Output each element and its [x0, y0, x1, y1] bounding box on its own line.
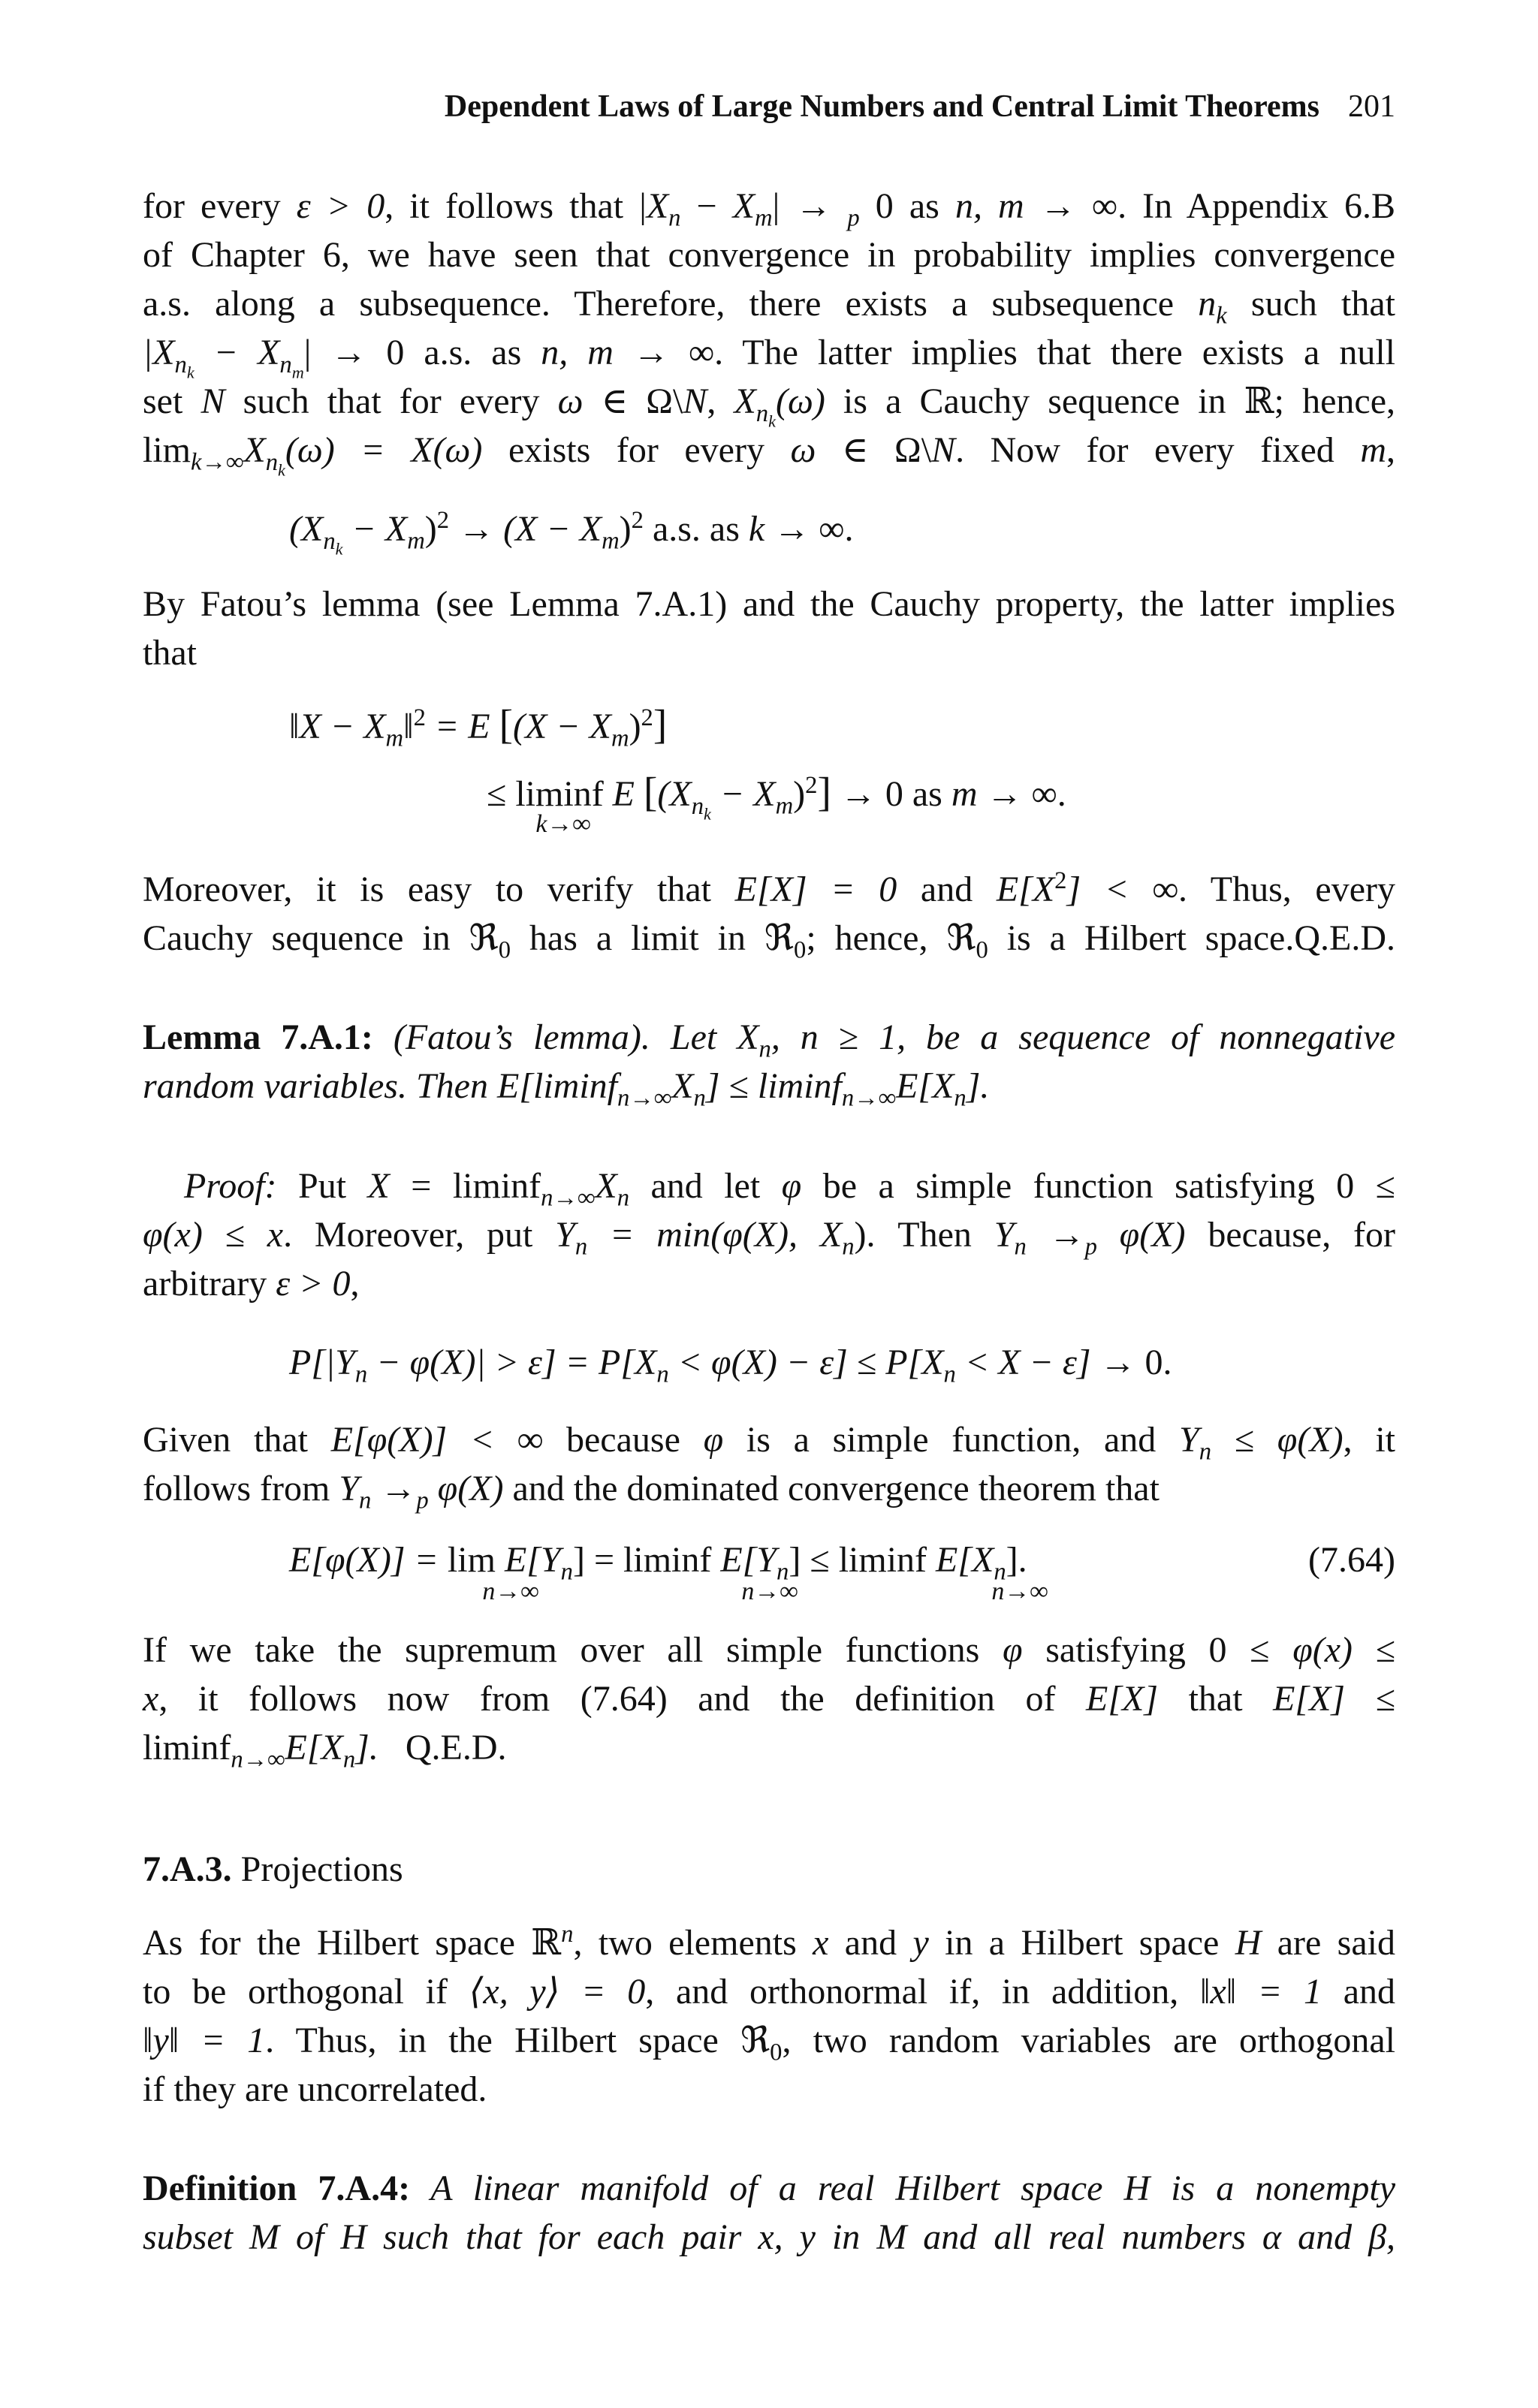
liminf-subscript-2: n→∞ — [991, 1578, 1048, 1605]
equation-norm-row-1: ‖X − $X_m‖^2 = E$ $[(X - X_m)^2]$ — [289, 701, 668, 752]
liminf-subscript: k→∞ — [535, 810, 591, 838]
paragraph-5-line-3: $liminf_{n\to\infty}E[X_n]$. Q.E.D. — [143, 1728, 507, 1774]
proof-line-2: φ(x) ≤ x. Moreover, put $Y_n = \min(\varphi(X)$, $X_n$). Then $Y_n \to_p$ φ(X) because, for — [143, 1215, 1396, 1261]
paragraph-1-line-2: of Chapter 6, we have seen that convergence in probability implies convergence — [143, 235, 1395, 275]
paragraph-1-line-6: $\lim_{k\to\infty}X_{n_k}(\omega) = X(\omega)$ exists for every ω ∈ Ω\N. Now for every fixed m, — [143, 430, 1395, 480]
section-title: Projections — [231, 1849, 403, 1889]
page-number: 201 — [1348, 89, 1395, 124]
lemma-label: Lemma 7.A.1: — [143, 1017, 373, 1057]
paragraph-1-line-1: for every ε > 0, it follows that $|X_n - X_m| \to _p$ 0 as n, m → ∞. In Appendix 6.B — [143, 186, 1396, 232]
paragraph-6-line-2: to be orthogonal if ⟨x, y⟩ = 0, and orthonormal if, in addition, ‖x‖ = 1 and — [143, 1972, 1396, 2012]
paragraph-6-line-1: As for the Hilbert space ℝ$^n$, two elements x and y in a Hilbert space H are said — [143, 1921, 1396, 1963]
proof-line-1: Proof: Put $X = liminf_{n\to\infty}X_n$ and let φ be a simple function satisfying 0 ≤ — [184, 1166, 1396, 1212]
lemma-line-1: Lemma 7.A.1: (Fatou’s lemma). Let $X_n$, n ≥ 1, be a sequence of nonnegative — [143, 1017, 1396, 1063]
proof-label: Proof: — [184, 1166, 277, 1206]
lim-subscript: n→∞ — [482, 1578, 539, 1605]
paragraph-6-line-4: if they are uncorrelated. — [143, 2069, 487, 2109]
paragraph-3-line-2: Cauchy sequence in ℜ$_0$ has a limit in ℜ$_0$; hence, ℜ$_0$ is a Hilbert space.Q.E.D. — [143, 918, 1396, 964]
paragraph-1-line-5: set N such that for every ω ∈ Ω\N, $X_{n_k}(\omega)$ is a Cauchy sequence in ℝ; hence, — [143, 381, 1396, 431]
paragraph-3-line-1: Moreover, it is easy to verify that E[X] = 0 and $E[X^2]$ < ∞. Thus, every — [143, 867, 1396, 909]
paragraph-4-line-2: follows from $Y_n \to_p$ φ(X) and the dominated convergence theorem that — [143, 1469, 1160, 1514]
equation-number: (7.64) — [1308, 1540, 1395, 1580]
liminf-subscript-1: n→∞ — [741, 1578, 798, 1605]
proof-line-3: arbitrary ε > 0, — [143, 1264, 360, 1303]
running-header — [143, 89, 1395, 125]
definition-label: Definition 7.A.4: — [143, 2168, 411, 2208]
lemma-line-2: random variables. Then $E[liminf_{n\to\infty}X_n] \le liminf_{n\to\infty}E[X_n]$. — [143, 1066, 990, 1112]
paragraph-1-line-3: a.s. along a subsequence. Therefore, there exists a subsequence $n_k$ such that — [143, 284, 1395, 330]
section-number: 7.A.3. — [143, 1849, 232, 1889]
qed-mark-2: Q.E.D. — [405, 1728, 507, 1768]
equation-convergence: $(X_{n_k} - X_m)^2 \to (X - X_m)^2$ a.s. as k → ∞. — [289, 507, 854, 559]
section-heading — [143, 1847, 1395, 1892]
paragraph-2-line-1: By Fatou’s lemma (see Lemma 7.A.1) and the Cauchy property, the latter implies — [143, 584, 1395, 624]
paragraph-6-line-3: ‖y‖ = 1. Thus, in the Hilbert space ℜ$_0$, two random variables are orthogonal — [143, 2021, 1395, 2066]
paragraph-5-line-2: x, it follows now from (7.64) and the definition of E[X] that E[X] ≤ — [143, 1679, 1396, 1719]
equation-7-64: $E[\varphi(X)] = \lim E[Y_n] = liminf$ $E[Y_n] \le liminf$ $E[X_n]$. — [289, 1540, 1027, 1586]
equation-probability: $P[|Y_n - \varphi(X)| > \varepsilon] = P[X_n < \varphi(X) - \varepsilon] \le P[X_n < X - \varepsilon] \to 0$. — [289, 1343, 1172, 1388]
paragraph-4-line-1: Given that E[φ(X)] < ∞ because φ is a simple function, and $Y_n \le \varphi(X)$, it — [143, 1420, 1396, 1466]
paragraph-5-line-1: If we take the supremum over all simple functions φ satisfying 0 ≤ φ(x) ≤ — [143, 1630, 1396, 1670]
paragraph-1-line-4: $|X_{n_k} - X_{n_m}| \to 0$ a.s. as n, m → ∞. The latter implies that there exists a null — [143, 333, 1396, 382]
equation-norm-row-2: ≤ liminf E $[(X_{n_k} - X_m)^2] \to 0$ as m → ∞. — [487, 769, 1066, 824]
running-title: Dependent Laws of Large Numbers and Central Limit Theorems — [444, 89, 1319, 124]
qed-mark: Q.E.D. — [1294, 918, 1396, 958]
definition-line-2: subset M of H such that for each pair x, y in M and all real numbers α and β, — [143, 2217, 1395, 2257]
paragraph-2-line-2: that — [143, 633, 197, 673]
definition-line-1: Definition 7.A.4: A linear manifold of a real Hilbert space H is a nonempty — [143, 2168, 1395, 2208]
